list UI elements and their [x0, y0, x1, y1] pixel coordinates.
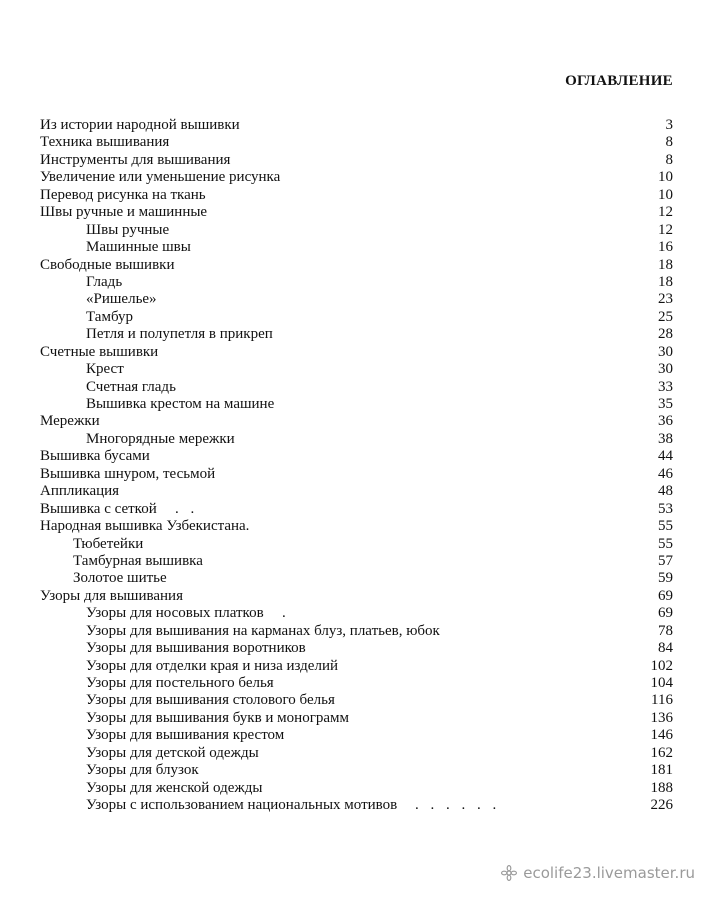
toc-entry-title: Узоры для вышивания воротников — [86, 640, 306, 657]
toc-entry-title: Счетные вышивки — [40, 343, 159, 360]
toc-page-number: 36 — [658, 413, 673, 430]
toc-page-number: 10 — [658, 186, 673, 203]
toc-entry — [40, 448, 673, 465]
toc-entry — [40, 675, 673, 692]
toc-leader-dots: . . — [175, 500, 199, 517]
toc-entry-title: Вышивка бусами — [40, 448, 150, 465]
toc-page-number: 8 — [665, 134, 673, 151]
toc-entry-title: Гладь — [86, 273, 123, 290]
toc-page-number: 25 — [658, 308, 673, 325]
toc-entry — [40, 553, 673, 570]
toc-entry-title: Петля и полупетля в прикреп — [86, 326, 273, 343]
toc-entry — [40, 536, 673, 553]
toc-page-number: 12 — [658, 204, 673, 221]
toc-entry-title: Золотое шитье — [73, 570, 167, 587]
toc-page-number: 10 — [658, 169, 673, 186]
toc-page-number: 69 — [658, 605, 673, 622]
toc-entry — [40, 692, 673, 709]
toc-entry-title: Узоры для детской одежды — [86, 744, 259, 761]
toc-entry-title: Счетная гладь — [86, 378, 176, 395]
toc-entry-title: Свободные вышивки — [40, 256, 175, 273]
toc-page-number: 104 — [650, 675, 673, 691]
toc-entry-title: Машинные швы — [86, 239, 191, 256]
toc-entry — [40, 518, 673, 535]
toc-page-number: 30 — [658, 361, 673, 378]
toc-entry — [40, 134, 673, 151]
toc-page-number: 38 — [658, 430, 673, 447]
toc-entry — [40, 274, 673, 291]
toc-page-number: 55 — [658, 518, 673, 535]
toc-page-number: 55 — [658, 535, 673, 552]
toc-entry-title: Тамбур — [86, 308, 133, 325]
toc-entry-title: Техника вышивания — [40, 134, 170, 151]
toc-entry — [40, 640, 673, 657]
toc-page-number: 23 — [658, 291, 673, 308]
toc-page-number: 162 — [650, 744, 673, 761]
flower-icon — [501, 865, 517, 881]
toc-entry-title: Узоры с использованием национальных мотивов — [86, 797, 398, 814]
toc-entry-title: Швы ручные и машинные — [40, 204, 208, 221]
toc-leader-dots: . — [282, 605, 290, 622]
toc-entry-title: Швы ручные — [86, 221, 170, 238]
toc-page-number: 12 — [658, 221, 673, 238]
toc-entry-title: Крест — [86, 361, 124, 378]
toc-entry-title: Узоры для вышивания — [40, 587, 183, 604]
toc-entry — [40, 780, 673, 797]
toc-entry-title: Вышивка с сеткой — [40, 500, 157, 517]
toc-page-number: 8 — [665, 151, 673, 168]
toc-page-number: 136 — [650, 709, 673, 726]
toc-entry — [40, 291, 673, 308]
toc-entry-title: Узоры для женской одежды — [86, 779, 263, 796]
toc-page-number: 188 — [650, 779, 673, 796]
toc-entry — [40, 152, 673, 169]
toc-entry — [40, 344, 673, 361]
toc-entry — [40, 658, 673, 675]
toc-page-number: 18 — [658, 273, 673, 290]
toc-entry-title: «Ришелье» — [86, 291, 157, 308]
toc-entry — [40, 239, 673, 256]
toc-entry-title: Инструменты для вышивания — [40, 151, 231, 168]
toc-entry-title: Узоры для вышивания букв и монограмм — [86, 709, 349, 726]
toc-entry-title: Узоры для постельного белья — [86, 675, 274, 691]
toc-entry — [40, 326, 673, 343]
toc-entry — [40, 187, 673, 204]
toc-page-number: 78 — [658, 622, 673, 639]
toc-entry-title: Увеличение или уменьшение рисунка — [40, 169, 281, 186]
toc-entry-title: Народная вышивка Узбекистана. — [40, 518, 250, 535]
toc-page-number: 33 — [658, 378, 673, 395]
toc-entry — [40, 588, 673, 605]
toc-page-number: 146 — [650, 727, 673, 744]
toc-entry — [40, 413, 673, 430]
toc-entry — [40, 605, 673, 622]
toc-entry — [40, 623, 673, 640]
toc-entry — [40, 745, 673, 762]
toc-entry — [40, 466, 673, 483]
toc-leader-dots: . . . . . . — [415, 797, 501, 814]
toc-entry — [40, 570, 673, 587]
toc-page-number: 16 — [658, 239, 673, 256]
toc-page-number: 102 — [650, 657, 673, 674]
toc-entry-title: Вышивка крестом на машине — [86, 396, 275, 412]
toc-entry — [40, 396, 673, 413]
toc-entry-title: Тамбурная вышивка — [73, 552, 203, 569]
toc-entry-title: Вышивка шнуром, тесьмой — [40, 465, 216, 482]
table-of-contents — [40, 117, 673, 815]
toc-entry-title: Тюбетейки — [73, 535, 144, 552]
toc-entry — [40, 309, 673, 326]
toc-entry — [40, 431, 673, 448]
toc-entry — [40, 483, 673, 500]
toc-page-number: 84 — [658, 640, 673, 657]
toc-entry — [40, 117, 673, 134]
toc-entry — [40, 501, 673, 518]
toc-entry-title: Многорядные мережки — [86, 430, 235, 447]
toc-entry — [40, 169, 673, 186]
toc-page-number: 57 — [658, 552, 673, 569]
toc-entry-title: Узоры для носовых платков — [86, 605, 264, 622]
toc-entry-title: Перевод рисунка на ткань — [40, 186, 206, 203]
toc-page-number: 35 — [658, 396, 673, 412]
toc-entry-title: Из истории народной вышивки — [40, 117, 240, 133]
toc-entry-title: Узоры для блузок — [86, 762, 199, 779]
toc-page-number: 53 — [658, 500, 673, 517]
toc-entry-title: Узоры для вышивания на карманах блуз, платьев, юбок — [86, 622, 440, 639]
toc-page-number: 181 — [650, 762, 673, 779]
page-title: ОГЛАВЛЕНИЕ — [565, 73, 673, 89]
watermark-text: ecolife23.livemaster.ru — [523, 864, 695, 882]
toc-page-number: 69 — [658, 587, 673, 604]
toc-entry — [40, 204, 673, 221]
watermark — [501, 864, 695, 882]
toc-entry — [40, 379, 673, 396]
toc-entry — [40, 710, 673, 727]
toc-entry-title: Аппликация — [40, 483, 120, 500]
toc-page-number: 3 — [665, 117, 673, 133]
toc-entry — [40, 361, 673, 378]
toc-entry-title: Узоры для вышивания крестом — [86, 727, 285, 744]
toc-page-number: 116 — [651, 692, 673, 709]
toc-entry-title: Мережки — [40, 413, 100, 430]
toc-entry-title: Узоры для вышивания столового белья — [86, 692, 335, 709]
toc-page-number: 28 — [658, 326, 673, 343]
toc-entry — [40, 797, 673, 814]
toc-page-number: 48 — [658, 483, 673, 500]
toc-page-number: 59 — [658, 570, 673, 587]
toc-entry — [40, 727, 673, 744]
toc-entry — [40, 257, 673, 274]
toc-entry-title: Узоры для отделки края и низа изделий — [86, 657, 339, 674]
toc-page-number: 18 — [658, 256, 673, 273]
toc-page-number: 30 — [658, 343, 673, 360]
toc-entry — [40, 762, 673, 779]
toc-page-number: 46 — [658, 465, 673, 482]
toc-entry — [40, 222, 673, 239]
toc-page-number: 226 — [650, 797, 673, 814]
toc-page-number: 44 — [658, 448, 673, 465]
